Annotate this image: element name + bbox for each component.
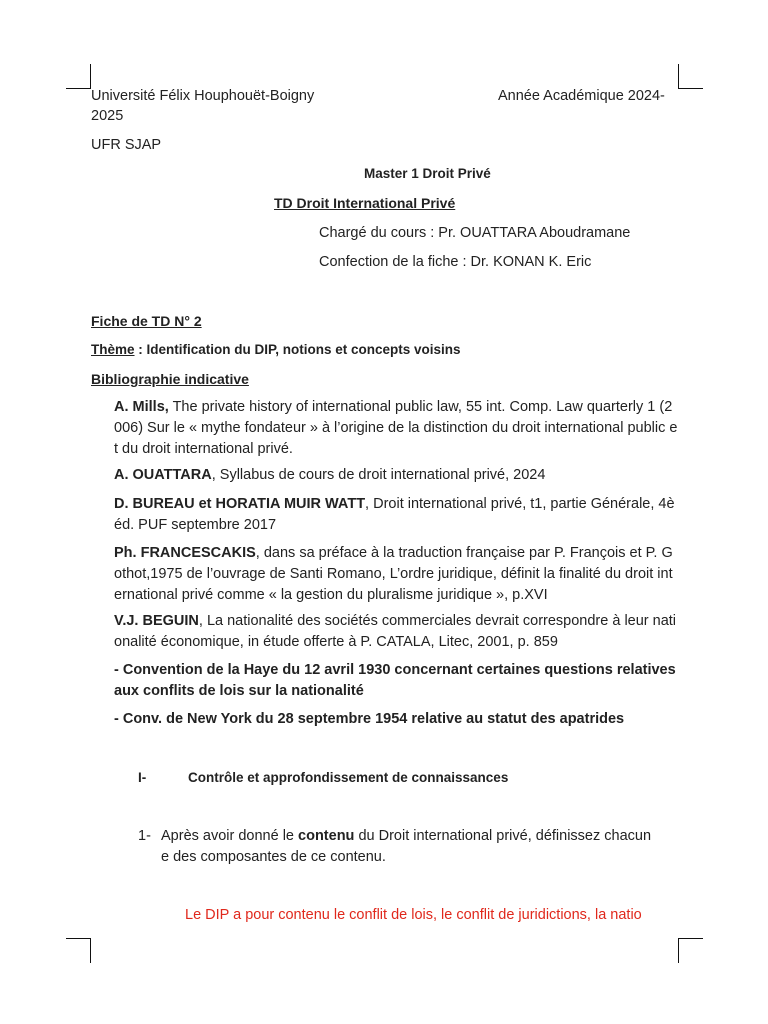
university-name: Université Félix Houphouët-Boigny xyxy=(91,88,315,104)
question-line-2: e des composantes de ce contenu. xyxy=(161,849,386,865)
bibliography-title: Bibliographie indicative xyxy=(91,371,249,387)
question-number: 1- xyxy=(138,828,151,844)
crop-mark-top-left xyxy=(66,64,91,89)
bib-author: D. BUREAU et HORATIA MUIR WATT xyxy=(114,496,366,512)
theme-label: Thème xyxy=(91,342,135,357)
bib-author: A. Mills, xyxy=(114,399,169,415)
question-after: du Droit international privé, définissez chacun xyxy=(354,828,652,844)
convention-item: - Conv. de New York du 28 septembre 1954 relative au statut des apatrides xyxy=(114,711,625,727)
section-number: I- xyxy=(138,770,147,785)
theme-text: : Identification du DIP, notions et concepts voisins xyxy=(134,342,461,357)
bib-text: , Syllabus de cours de droit international privé, 2024 xyxy=(211,467,546,483)
author-line: Confection de la fiche : Dr. KONAN K. Eric xyxy=(319,254,592,270)
academic-year: Année Académique 2024- xyxy=(498,88,665,104)
academic-year-continued: 2025 xyxy=(91,108,124,124)
crop-mark-bottom-left xyxy=(66,938,91,963)
fiche-title: Fiche de TD N° 2 xyxy=(91,313,202,329)
td-title: TD Droit International Privé xyxy=(274,195,456,211)
bib-author: A. OUATTARA xyxy=(114,467,212,483)
master-title: Master 1 Droit Privé xyxy=(364,166,491,181)
bibliography-item xyxy=(114,465,680,486)
bibliography-item xyxy=(114,611,680,653)
bib-text: , La nationalité des sociétés commerciales devrait correspondre à leur nationalité économique, in étude offerte à P. CATALA, Litec, 2001, p. 859 xyxy=(114,613,677,650)
theme-line xyxy=(91,340,461,360)
bibliography-item xyxy=(114,494,680,536)
bib-author: V.J. BEGUIN xyxy=(114,613,199,629)
bib-text: , Droit international privé, t1, partie Générale, 4è éd. PUF septembre 2017 xyxy=(114,496,675,533)
question-line-1 xyxy=(161,826,651,846)
crop-mark-top-right xyxy=(678,64,703,89)
ufr-name: UFR SJAP xyxy=(91,137,162,153)
convention-item: - Convention de la Haye du 12 avril 1930 concernant certaines questions relatives aux conflits de lois sur la nationalité xyxy=(114,662,676,699)
bib-text: , dans sa préface à la traduction française par P. François et P. Gothot,1975 de l’ouvrage de Santi Romano, L’ordre juridique, définit la finalité du droit international privé comme « la gestion du pluralisme juridique », p.XVI xyxy=(114,545,673,603)
question-keyword: contenu xyxy=(298,828,355,844)
bibliography-item xyxy=(114,397,680,460)
answer-text: Le DIP a pour contenu le conflit de lois, le conflit de juridictions, la natio xyxy=(185,907,642,923)
bib-text: The private history of international public law, 55 int. Comp. Law quarterly 1 (2006) Sur le « mythe fondateur » à l’origine de la distinction du droit international public et du droit international privé. xyxy=(114,399,678,457)
section-title: Contrôle et approfondissement de connaissances xyxy=(188,770,509,785)
question-before: Après avoir donné le xyxy=(161,828,299,844)
crop-mark-bottom-right xyxy=(678,938,703,963)
lecturer-line: Chargé du cours : Pr. OUATTARA Aboudramane xyxy=(319,225,631,241)
bib-author: Ph. FRANCESCAKIS xyxy=(114,545,256,561)
bibliography-item xyxy=(114,543,680,606)
